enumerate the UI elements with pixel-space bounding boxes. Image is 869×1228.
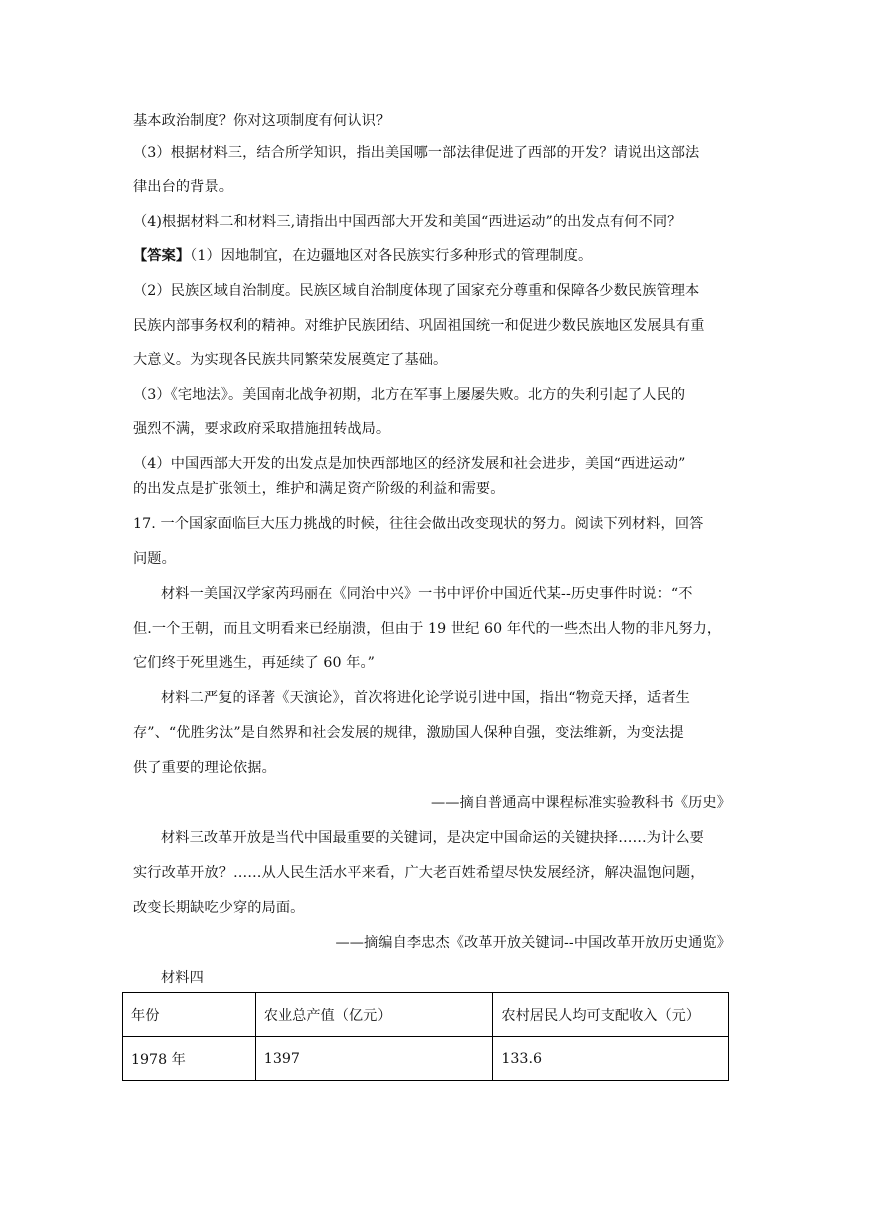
answer-4: （4）中国西部大开发的出发点是加快西部地区的经济发展和社会进步，美国“西进运动” (133, 456, 686, 472)
data-table (122, 992, 729, 1081)
text-line: 大意义。为实现各民族共同繁荣发展奠定了基础。 (133, 352, 448, 368)
table-row (123, 1037, 729, 1081)
table-header-cell: 农村居民人均可支配收入（元） (493, 993, 729, 1037)
table-cell: 1397 (255, 1037, 493, 1081)
source-citation: ——摘自普通高中课程标准实验教科书《历史》 (430, 795, 731, 811)
text-line: 问题。 (133, 551, 176, 567)
table-cell: 133.6 (493, 1037, 729, 1081)
text-line: 民族内部事务权利的精神。对维护民族团结、巩固祖国统一和促进少数民族地区发展具有重 (133, 318, 705, 334)
answer-3: （3）《宅地法》。美国南北战争初期，北方在军事上屡屡失败。北方的失利引起了人民的 (133, 387, 686, 403)
text-line: 基本政治制度？你对这项制度有何认识？ (133, 113, 391, 129)
table-header-cell: 年份 (123, 993, 256, 1037)
material-4-label: 材料四 (161, 970, 204, 986)
table-header-row (123, 993, 729, 1037)
question-3: （3）根据材料三，结合所学知识，指出美国哪一部法律促进了西部的开发？请说出这部法 (133, 145, 700, 161)
table-cell: 1978 年 (123, 1037, 256, 1081)
answer-1 (133, 246, 592, 266)
material-3: 材料三改革开放是当代中国最重要的关键词，是决定中国命运的关键抉择……为计么要 (161, 830, 704, 846)
text-line: 律出台的背景。 (133, 179, 234, 195)
answer-text: （1）因地制宜，在边疆地区对各民族实行多种形式的管理制度。 (190, 248, 593, 264)
material-1: 材料一美国汉学家芮玛丽在《同治中兴》一书中评价中国近代某--历史事件时说：“不 (161, 586, 693, 602)
text-line: 强烈不满，要求政府采取措施扭转战局。 (133, 421, 391, 437)
text-line: 改变长期缺吃少穿的局面。 (133, 900, 305, 916)
answer-2: （2）民族区域自治制度。民族区域自治制度体现了国家充分尊重和保障各少数民族管理本 (133, 283, 700, 299)
text-line: 实行改革开放？……从人民生活水平来看，广大老百姓希望尽快发展经济，解决温饱问题， (133, 865, 705, 881)
text-line: 供了重要的理论依据。 (133, 760, 276, 776)
text-line: 但.一个王朝，而且文明看来已经崩溃，但由于 19 世纪 60 年代的一些杰出人物的非凡努力， (133, 621, 722, 637)
material-2: 材料二严复的译著《天演论》，首次将进化论学说引进中国，指出“物竞天择，适者生 (161, 690, 690, 706)
table-header-cell: 农业总产值（亿元） (255, 993, 493, 1037)
question-17: 17. 一个国家面临巨大压力挑战的时候，往往会做出改变现状的努力。阅读下列材料，回答 (133, 516, 704, 532)
text-line: 存”、“优胜劣汰”是自然界和社会发展的规律，激励国人保种自强，变法维新，为变法提 (133, 725, 684, 741)
text-line: 的出发点是扩张领土，维护和满足资产阶级的利益和需要。 (133, 481, 505, 497)
text-line: 它们终于死里逃生，再延续了 60 年。” (133, 655, 376, 671)
answer-label: 【答案】 (133, 248, 191, 264)
source-citation: ——摘编自李忠杰《改革开放关键词--中国改革开放历史通览》 (335, 935, 731, 951)
question-4: （4)根据材料二和材料三,请指出中国西部大开发和美国“西进运动”的出发点有何不同？ (133, 214, 682, 230)
